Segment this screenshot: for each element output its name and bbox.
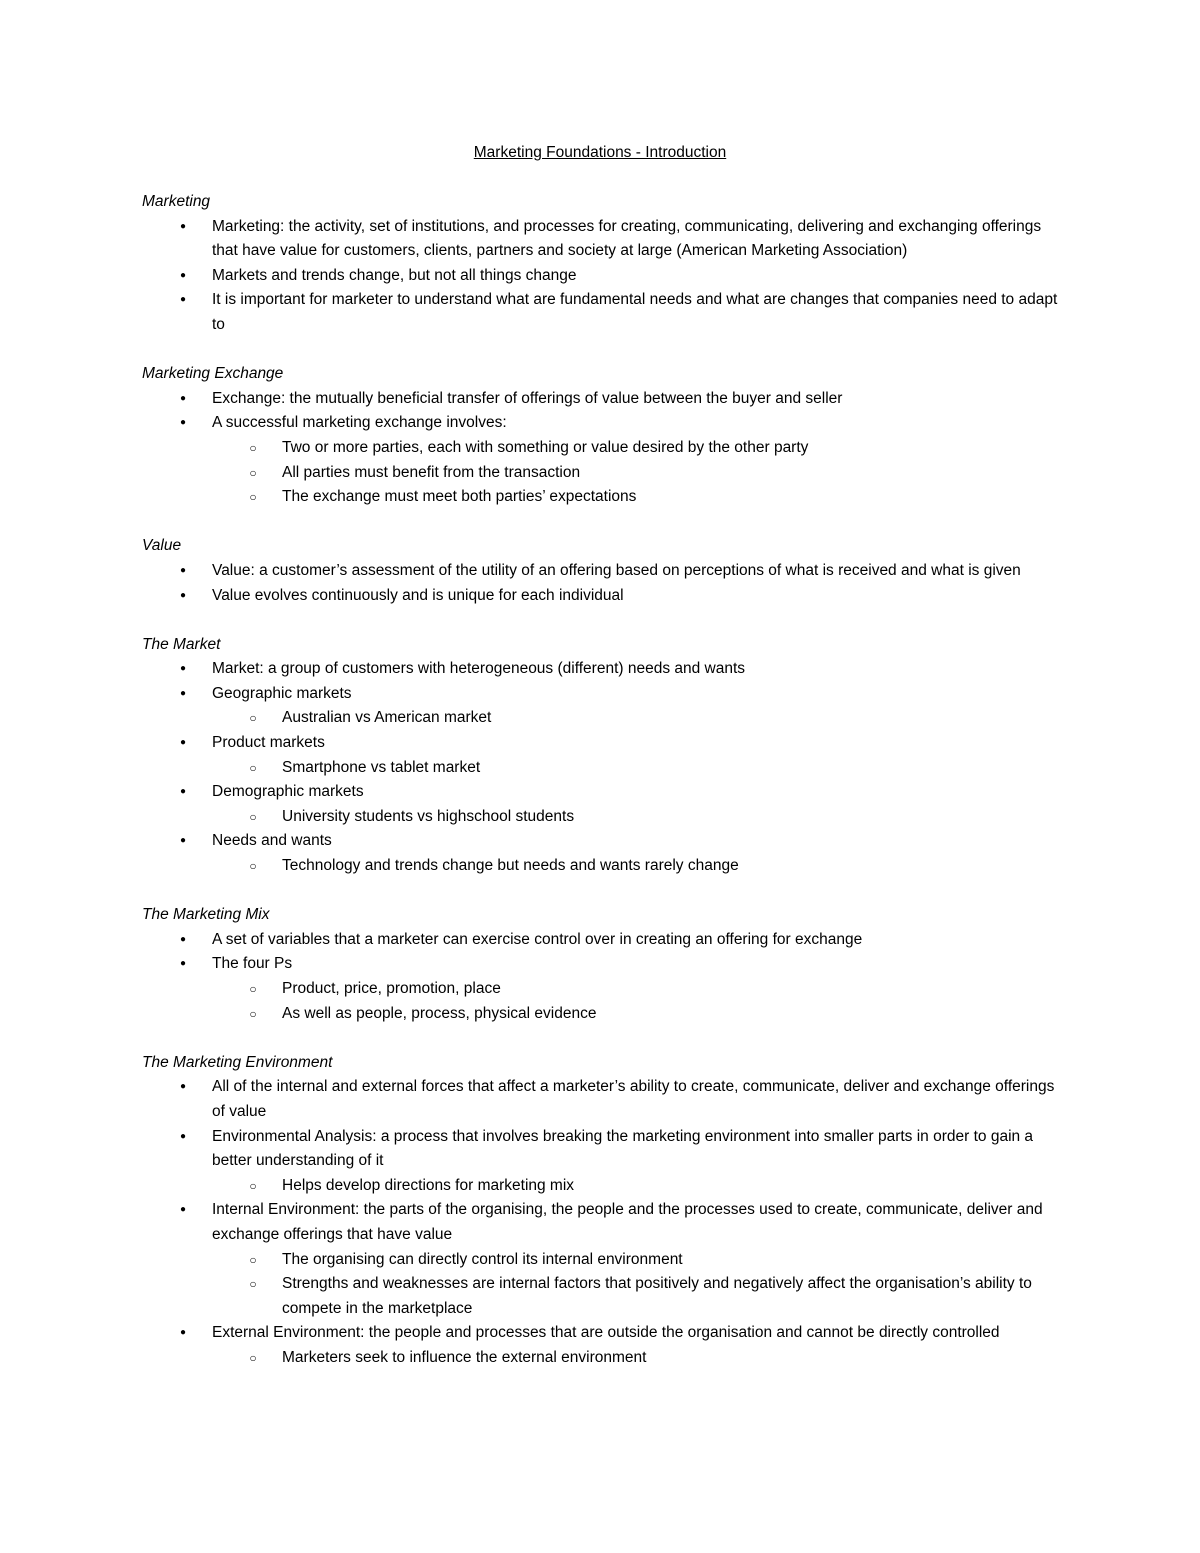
list-item-text: Markets and trends change, but not all things change: [212, 266, 577, 284]
list-item: [142, 829, 1067, 854]
hollow-bullet-icon: ○: [249, 809, 257, 824]
section-heading: Marketing: [142, 193, 211, 210]
sub-bullet-list: [212, 706, 1067, 731]
list-item: [142, 215, 1067, 264]
filled-bullet-icon: ●: [179, 1327, 187, 1339]
section: [142, 903, 1067, 1026]
section-heading: Value: [142, 537, 182, 555]
sub-list-container: [142, 805, 1067, 830]
document-body: [142, 190, 1067, 1395]
list-item: [142, 731, 1067, 756]
list-item: [142, 682, 1067, 707]
sub-list-item: [212, 1174, 1067, 1199]
sub-bullet-list: [212, 854, 1067, 879]
sub-list-item-text: Two or more parties, each with something or value desired by the other party: [282, 438, 809, 456]
list-item: [142, 657, 1067, 682]
hollow-bullet-icon: ○: [249, 1277, 257, 1292]
filled-bullet-icon: ●: [179, 1081, 187, 1093]
filled-bullet-icon: ●: [179, 958, 187, 970]
section: [142, 362, 1067, 510]
list-item: [142, 264, 1067, 289]
section-heading: The Marketing Mix: [142, 906, 270, 924]
sub-list-item: [212, 805, 1067, 830]
hollow-bullet-icon: ○: [249, 490, 257, 505]
sub-list-item-text: Australian vs American market: [282, 709, 492, 727]
section-heading: Marketing Exchange: [142, 365, 284, 383]
filled-bullet-icon: ●: [179, 835, 187, 847]
filled-bullet-icon: ●: [179, 564, 187, 576]
sub-list-item-text: As well as people, process, physical evidence: [282, 1004, 597, 1022]
filled-bullet-icon: ●: [179, 786, 187, 798]
list-item: [142, 411, 1067, 436]
section-heading: The Marketing Environment: [142, 1053, 333, 1071]
list-item-text: A successful marketing exchange involves:: [212, 414, 507, 432]
sub-bullet-list: [212, 1346, 1067, 1371]
filled-bullet-icon: ●: [179, 294, 187, 306]
bullet-list: [142, 215, 1067, 338]
filled-bullet-icon: ●: [179, 1130, 187, 1142]
list-item-text: Geographic markets: [212, 684, 352, 702]
page-title: Marketing Foundations - Introduction: [473, 144, 727, 161]
sub-list-container: [142, 1346, 1067, 1371]
hollow-bullet-icon: ○: [249, 1178, 257, 1193]
sub-list-container: [142, 436, 1067, 510]
filled-bullet-icon: ●: [179, 392, 187, 404]
list-item: [142, 387, 1067, 412]
sub-bullet-list: [212, 756, 1067, 781]
filled-bullet-icon: ●: [179, 589, 187, 601]
list-item-text: Product markets: [212, 734, 325, 752]
hollow-bullet-icon: ○: [249, 1252, 257, 1267]
section: [142, 1051, 1067, 1371]
sub-list-item: [212, 1248, 1067, 1273]
sub-list-item-text: University students vs highschool students: [282, 807, 575, 825]
bullet-list: [142, 928, 1067, 1026]
list-item: [142, 1321, 1067, 1346]
sub-list-item: [212, 1272, 1067, 1321]
section-heading: The Market: [142, 635, 221, 653]
list-item-text: Market: a group of customers with heterogeneous (different) needs and wants: [212, 660, 746, 678]
sub-list-item-text: The exchange must meet both parties’ expectations: [282, 488, 637, 506]
sub-list-container: [142, 756, 1067, 781]
sub-list-item-text: All parties must benefit from the transaction: [282, 463, 581, 481]
sub-list-item: [212, 461, 1067, 486]
filled-bullet-icon: ●: [179, 1204, 187, 1216]
filled-bullet-icon: ●: [179, 933, 187, 945]
sub-list-item-text: The organising can directly control its internal environment: [282, 1250, 683, 1268]
filled-bullet-icon: ●: [179, 663, 187, 675]
list-item: [142, 1198, 1067, 1247]
sub-list-item: [212, 854, 1067, 879]
list-item-text: All of the internal and external forces that affect a marketer’s ability to create, communicate, deliver and exchange offerings of value: [212, 1078, 1055, 1120]
list-item-text: The four Ps: [212, 955, 293, 973]
sub-bullet-list: [212, 805, 1067, 830]
sub-list-container: [142, 977, 1067, 1026]
bullet-list: [142, 1075, 1067, 1370]
list-item: [142, 780, 1067, 805]
sub-list-item: [212, 977, 1067, 1002]
filled-bullet-icon: ●: [179, 417, 187, 429]
sub-bullet-list: [212, 1248, 1067, 1322]
sub-list-item: [212, 485, 1067, 510]
filled-bullet-icon: ●: [179, 687, 187, 699]
list-item: [142, 559, 1067, 584]
sub-list-container: [142, 1174, 1067, 1199]
list-item: [142, 1075, 1067, 1124]
bullet-list: [142, 657, 1067, 878]
sub-list-item-text: Marketers seek to influence the external environment: [282, 1348, 647, 1366]
hollow-bullet-icon: ○: [249, 1350, 257, 1365]
list-item: [142, 584, 1067, 609]
sub-bullet-list: [212, 977, 1067, 1026]
sub-list-container: [142, 854, 1067, 879]
sub-list-item: [212, 1002, 1067, 1027]
sub-list-item-text: Technology and trends change but needs and wants rarely change: [282, 857, 739, 875]
section: [142, 534, 1067, 608]
filled-bullet-icon: ●: [179, 220, 187, 232]
sub-bullet-list: [212, 436, 1067, 510]
sub-list-item: [212, 756, 1067, 781]
section: [142, 633, 1067, 879]
hollow-bullet-icon: ○: [249, 859, 257, 874]
hollow-bullet-icon: ○: [249, 1006, 257, 1021]
sub-list-container: [142, 1248, 1067, 1322]
sub-list-item: [212, 436, 1067, 461]
sub-list-item-text: Product, price, promotion, place: [282, 980, 501, 997]
list-item: [142, 1125, 1067, 1174]
section: [142, 190, 1067, 338]
list-item-text: Demographic markets: [212, 783, 364, 801]
hollow-bullet-icon: ○: [249, 982, 257, 996]
sub-list-container: [142, 706, 1067, 731]
bullet-list: [142, 559, 1067, 608]
hollow-bullet-icon: ○: [249, 440, 257, 455]
hollow-bullet-icon: ○: [249, 711, 257, 726]
list-item-text: Marketing: the activity, set of institutions, and processes for creating, communicating, delivering and exchanging offerings that have value for customers, clients, partners and society at large (American Marketing Association): [212, 217, 1042, 260]
list-item: [142, 288, 1067, 337]
list-item-text: Internal Environment: the parts of the organising, the people and the processes used to create, communicate, deliver and exchange offerings that have value: [212, 1201, 1043, 1243]
sub-list-item-text: Helps develop directions for marketing mix: [282, 1176, 575, 1194]
list-item: [142, 952, 1067, 977]
list-item-text: A set of variables that a marketer can exercise control over in creating an offering for exchange: [212, 930, 863, 948]
list-item-text: Needs and wants: [212, 832, 332, 850]
sub-list-item: [212, 706, 1067, 731]
list-item-text: It is important for marketer to understand what are fundamental needs and what are changes that companies need to adapt to: [212, 291, 1058, 333]
list-item-text: Value: a customer’s assessment of the utility of an offering based on perceptions of what is received and what is given: [212, 561, 1021, 579]
sub-list-item: [212, 1346, 1067, 1371]
list-item: [142, 928, 1067, 953]
hollow-bullet-icon: ○: [249, 760, 257, 775]
list-item-text: Value evolves continuously and is unique for each individual: [212, 586, 624, 604]
filled-bullet-icon: ●: [179, 269, 187, 281]
list-item-text: Environmental Analysis: a process that involves breaking the marketing environment into smaller parts in order to gain a better understanding of it: [212, 1127, 1034, 1170]
sub-bullet-list: [212, 1174, 1067, 1199]
sub-list-item-text: Strengths and weaknesses are internal factors that positively and negatively affect the organisation’s ability to compete in the marketplace: [282, 1275, 1032, 1317]
filled-bullet-icon: ●: [179, 737, 187, 749]
list-item-text: Exchange: the mutually beneficial transfer of offerings of value between the buyer and seller: [212, 389, 843, 407]
hollow-bullet-icon: ○: [249, 465, 257, 480]
sub-list-item-text: Smartphone vs tablet market: [282, 758, 481, 776]
list-item-text: External Environment: the people and processes that are outside the organisation and cannot be directly controlled: [212, 1324, 1000, 1342]
bullet-list: [142, 387, 1067, 510]
